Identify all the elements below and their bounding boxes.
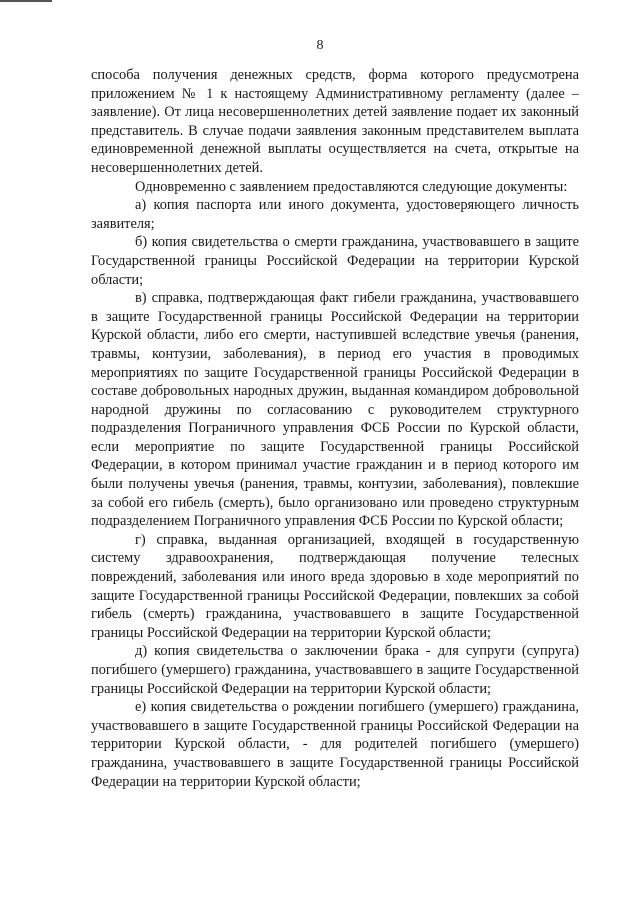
list-item-a: а) копия паспорта или иного документа, удостоверяющего личность заявителя; <box>91 197 579 232</box>
paragraph-application-method: способа получения денежных средств, форма которого предусмотрена приложением № 1 к настоящему Административному регламенту (далее – заявление). От лица несовершеннолетних детей заявление подает их законный представитель. В случае подачи заявления законным представителем выплата единовременной денежной выплаты осуществляется на счета, открытые на несовершеннолетних детей. <box>91 67 579 176</box>
document-body <box>91 66 579 791</box>
list-item-v: в) справка, подтверждающая факт гибели гражданина, участвовавшего в защите Государственной границы Российской Федерации на территории Курской области, либо его смерти, наступившей вследствие увечья (ранения, травмы, контузии, заболевания), в период его участия в проводимых мероприятиях по защите Государственной границы Российской Федерации в составе добровольных народных дружин, выданная командиром добровольной народной дружины по согласованию с руководителем структурного подразделения Пограничного управления ФСБ России по Курской области, если мероприятие по защите Государственной границы Российской Федерации, в котором принимал участие гражданин и в период которого им были получены увечья (ранения, травмы, контузии, заболевания), повлекшие за собой его гибель (смерть), было организовано или проведено структурным подразделением Пограничного управления ФСБ России по Курской области; <box>91 290 579 530</box>
list-item-b: б) копия свидетельства о смерти гражданина, участвовавшего в защите Государственной границы Российской Федерации на территории Курской области; <box>91 234 579 288</box>
list-item-g: г) справка, выданная организацией, входящей в государственную систему здравоохранения, подтверждающая получение телесных повреждений, заболевания или иного вреда здоровью в ходе мероприятий по защите Государственной границы Российской Федерации, повлекших за собой гибель (смерть) гражданина, участвовавшего в защите Государственной границы Российской Федерации на территории Курской области; <box>91 531 579 641</box>
corner-scan-mark <box>0 0 52 2</box>
list-item-e: е) копия свидетельства о рождении погибшего (умершего) гражданина, участвовавшего в защите Государственной границы Российской Федерации на территории Курской области, - для родителей погибшего (умершего) гражданина, участвовавшего в защите Государственной границы Российской Федерации на территории Курской области; <box>91 699 579 790</box>
list-item-d: д) копия свидетельства о заключении брака - для супруги (супруга) погибшего (умершего) гражданина, участвовавшего в защите Государственной границы Российской Федерации на территории Курской области; <box>91 643 579 697</box>
paragraph-documents-intro: Одновременно с заявлением предоставляются следующие документы: <box>135 178 568 195</box>
page-number: 8 <box>316 38 324 53</box>
